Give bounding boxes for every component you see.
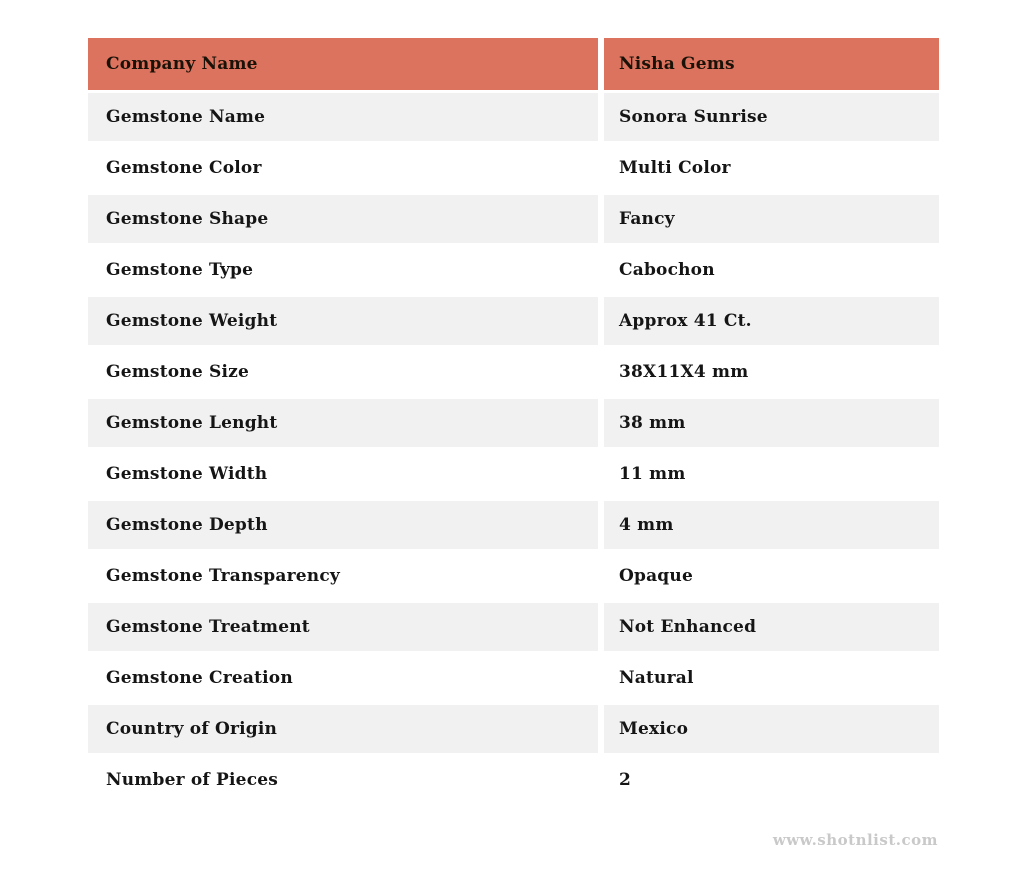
table-row <box>88 705 939 753</box>
row-label-cell: Gemstone Width <box>88 450 598 498</box>
table-row <box>88 501 939 549</box>
table-row <box>88 450 939 498</box>
table-row <box>88 246 939 294</box>
header-value-cell: Nisha Gems <box>604 38 939 90</box>
row-label-cell: Gemstone Weight <box>88 297 598 345</box>
table-row <box>88 654 939 702</box>
row-value-cell: 38X11X4 mm <box>604 348 939 396</box>
table-row <box>88 348 939 396</box>
watermark-text: www.shotnlist.com <box>772 831 938 849</box>
gemstone-spec-table <box>88 38 939 807</box>
table-row <box>88 399 939 447</box>
table-row <box>88 297 939 345</box>
row-label-cell: Gemstone Color <box>88 144 598 192</box>
row-label-cell: Gemstone Depth <box>88 501 598 549</box>
row-value-cell: Natural <box>604 654 939 702</box>
table-row <box>88 756 939 804</box>
row-label-cell: Gemstone Creation <box>88 654 598 702</box>
row-value-cell: 38 mm <box>604 399 939 447</box>
row-value-cell: Approx 41 Ct. <box>604 297 939 345</box>
row-label-cell: Gemstone Lenght <box>88 399 598 447</box>
row-label-cell: Gemstone Transparency <box>88 552 598 600</box>
row-label-cell: Gemstone Name <box>88 93 598 141</box>
row-label-cell: Number of Pieces <box>88 756 598 804</box>
row-label-cell: Gemstone Size <box>88 348 598 396</box>
row-value-cell: Mexico <box>604 705 939 753</box>
table-row <box>88 603 939 651</box>
header-label-cell: Company Name <box>88 38 598 90</box>
table-row <box>88 195 939 243</box>
row-value-cell: 4 mm <box>604 501 939 549</box>
row-value-cell: Not Enhanced <box>604 603 939 651</box>
table-row <box>88 144 939 192</box>
row-label-cell: Gemstone Treatment <box>88 603 598 651</box>
row-value-cell: 2 <box>604 756 939 804</box>
row-value-cell: Fancy <box>604 195 939 243</box>
row-value-cell: Multi Color <box>604 144 939 192</box>
row-label-cell: Gemstone Shape <box>88 195 598 243</box>
row-label-cell: Country of Origin <box>88 705 598 753</box>
row-value-cell: Opaque <box>604 552 939 600</box>
row-value-cell: Sonora Sunrise <box>604 93 939 141</box>
row-value-cell: Cabochon <box>604 246 939 294</box>
table-header-row <box>88 38 939 90</box>
row-label-cell: Gemstone Type <box>88 246 598 294</box>
table-row <box>88 552 939 600</box>
table-row <box>88 93 939 141</box>
row-value-cell: 11 mm <box>604 450 939 498</box>
